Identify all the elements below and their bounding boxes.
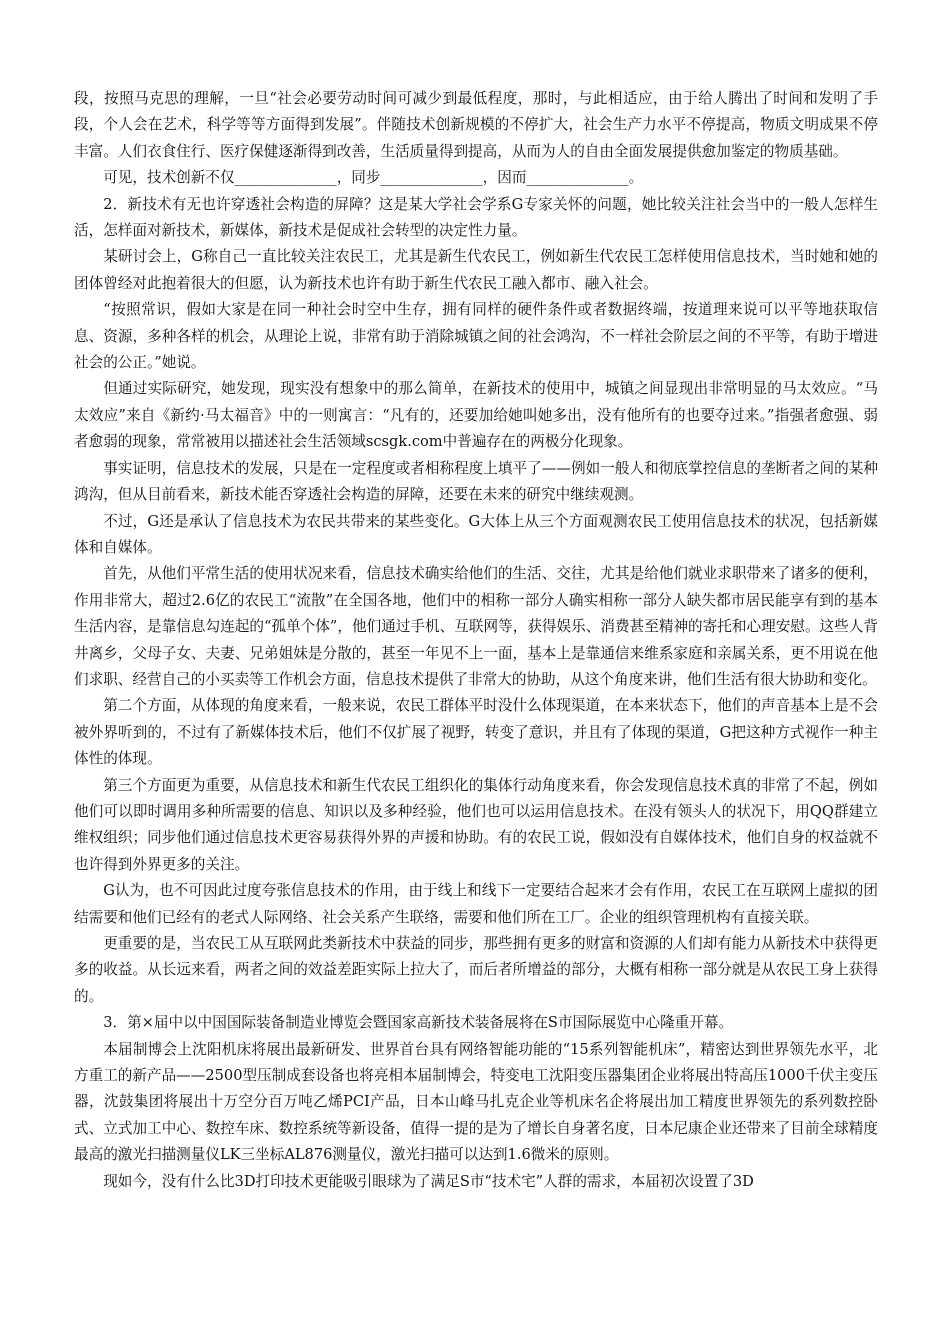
paragraph-aspect-three: 第三个方面更为重要，从信息技术和新生代农民工组织化的集体行动角度来看，你会发现信息技术真的非常了不起，例如他们可以即时调用多种所需要的信息、知识以及多种经验，他们也可以运用信息技术。在没有领头人的状况下，用QQ群建立维权组织；同步他们通过信息技术更容易获得外界的声援和协助。有的农民工说，假如没有自媒体技术，他们自身的权益就不也许得到外界更多的关注。	[74, 776, 878, 873]
paragraph-three-aspects: 不过，G还是承认了信息技术为农民共带来的某些变化。G大体上从三个方面观测农民工使用信息技术的状况，包括新媒体和自媒体。	[74, 512, 878, 556]
paragraph-seminar: 某研讨会上，G称自己一直比较关注农民工，尤其是新生代农民工，例如新生代农民工怎样使用信息技术，当时她和她的团体曾经对此抱着很大的但愿，认为新技术也许有助于新生代农民工融入都市、融入社会。	[74, 248, 878, 292]
paragraph-question-3-intro: 3．第×届中以中国国际装备制造业博览会暨国家高新技术装备展将在S市国际展览中心隆重开幕。	[103, 1014, 734, 1032]
paragraph-fill-in-blank: 可见，技术创新不仅______________，同步______________，因而______________。	[103, 169, 644, 187]
document-body	[74, 86, 878, 1195]
paragraph-quote-common-sense: “按照常识，假如大家是在同一种社会时空中生存，拥有同样的硬件条件或者数据终端，按道理来说可以平等地获取信息、资源，多种各样的机会，从理论上说，非常有助于消除城镇之间的社会鸿沟，不一样社会阶层之间的不平等，有助于增进社会的公正。”她说。	[74, 301, 878, 372]
paragraph-facts: 事实证明，信息技术的发展，只是在一定程度或者相称程度上填平了——例如一般人和彻底掌控信息的垄断者之间的某种鸿沟，但从目前看来，新技术能否穿透社会构造的屏障，还要在未来的研究中继续观测。	[74, 459, 878, 504]
paragraph-matthew-effect: 但通过实际研究，她发现，现实没有想象中的那么简单，在新技术的使用中，城镇之间显现出非常明显的马太效应。“马太效应”来自《新约·马太福音》中的一则寓言：“凡有的，还要加给她叫她多出，没有他所有的也要夺过来。”指强者愈强、弱者愈弱的现象，常常被用以描述社会生活领域scsgk.com中普遍存在的两极分化现象。	[74, 380, 878, 451]
paragraph-3d-printing: 现如今，没有什么比3D打印技术更能吸引眼球为了满足S市“技术宅”人群的需求，本届初次设置了3D	[103, 1172, 754, 1190]
paragraph-g-opinion: G认为，也不可因此过度夸张信息技术的作用，由于线上和线下一定要结合起来才会有作用，农民工在互联网上虚拟的团结需要和他们已经有的老式人际网络、社会关系产生联络，需要和他们所在工厂。企业的组织管理机构有直接关联。	[74, 882, 878, 926]
paragraph-expo-exhibits: 本届制博会上沈阳机床将展出最新研发、世界首台具有网络智能功能的“15系列智能机床”，精密达到世界领先水平，北方重工的新产品——2500型压制成套设备也将亮相本届制博会，特变电工沈阳变压器集团企业将展出特高压1000千伏主变压器，沈鼓集团将展出十万空分百万吨乙烯PCI产品，日本山峰马扎克企业等机床名企将展出加工精度世界领先的系列数控卧式、立式加工中心、数控车床、数控系统等新设备，值得一提的是为了增长自身著名度，日本尼康企业还带来了目前全球精度最高的激光扫描测量仪LK三坐标AL876测量仪，激光扫描可以达到1.6微米的原则。	[74, 1040, 878, 1164]
paragraph-marx-continuation: 段，按照马克思的理解，一旦“社会必要劳动时间可减少到最低程度，那时，与此相适应，由于给人腾出了时间和发明了手段，个人会在艺术，科学等等方面得到发展”。伴随技术创新规模的不停扩大，社会生产力水平不停提高，物质文明成果不停丰富。人们衣食住行、医疗保健逐渐得到改善，生活质量得到提高，从而为人的自由全面发展提供愈加鉴定的物质基础。	[74, 90, 878, 160]
paragraph-question-2-intro: 2．新技术有无也许穿透社会构造的屏障？这是某大学社会学系G专家关怀的问题，她比较关注社会当中的一般人怎样生活，怎样面对新技术，新媒体，新技术是促成社会转型的决定性力量。	[74, 195, 878, 240]
paragraph-aspect-one: 首先，从他们平常生活的使用状况来看，信息技术确实给他们的生活、交往，尤其是给他们就业求职带来了诸多的便利，作用非常大，超过2.6亿的农民工“流散”在全国各地，他们中的相称一部分人确实相称一部分人缺失都市居民能享有到的基本生活内容，是靠信息勾连起的“孤单个体”，他们通过手机、互联网等，获得娱乐、消费甚至精神的寄托和心理安慰。这些人背井离乡，父母子女、夫妻、兄弟姐妹是分散的，甚至一年见不上一面，基本上是靠通信来维系家庭和亲属关系，更不用说在他们求职、经营自己的小买卖等工作机会方面，信息技术提供了非常大的协助，从这个角度来讲，他们生活有很大协助和变化。	[74, 565, 878, 688]
paragraph-more-important: 更重要的是，当农民工从互联网此类新技术中获益的同步，那些拥有更多的财富和资源的人们却有能力从新技术中获得更多的收益。从长远来看，两者之间的效益差距实际上拉大了，而后者所增益的部分，大概有相称一部分就是从农民工身上获得的。	[74, 935, 878, 1005]
paragraph-aspect-two: 第二个方面，从体现的角度来看，一般来说，农民工群体平时没什么体现渠道，在本来状态下，他们的声音基本上是不会被外界听到的，不过有了新媒体技术后，他们不仅扩展了视野，转变了意识，并且有了体现的渠道，G把这种方式视作一种主体性的体现。	[74, 697, 878, 768]
